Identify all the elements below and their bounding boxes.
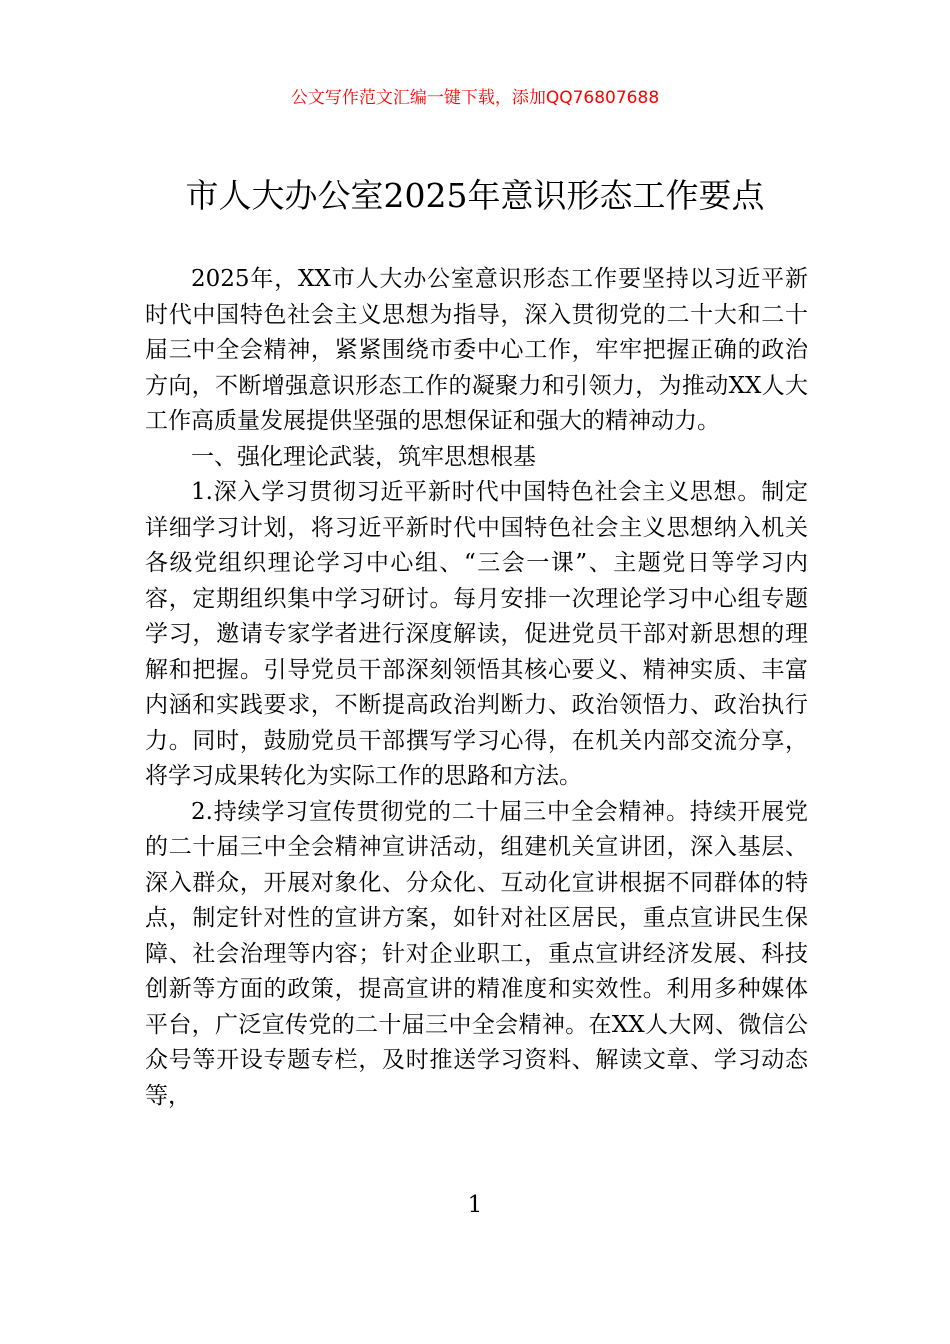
page-number: 1 (467, 1192, 483, 1218)
document-body (145, 262, 808, 1114)
intro-paragraph: 2025年，XX市人大办公室意识形态工作要坚持以习近平新时代中国特色社会主义思想为指导，深入贯彻党的二十大和二十届三中全会精神，紧紧围绕市委中心工作，牢牢把握正确的政治方向，不断增强意识形态工作的凝聚力和引领力，为推动XX人大工作高质量发展提供坚强的思想保证和强大的精神动力。 (145, 266, 808, 434)
body-paragraph: 2.持续学习宣传贯彻党的二十届三中全会精神。持续开展党的二十届三中全会精神宣讲活动，组建机关宣讲团，深入基层、深入群众，开展对象化、分众化、互动化宣讲根据不同群体的特点，制定针对性的宣讲方案，如针对社区居民，重点宣讲民生保障、社会治理等内容；针对企业职工，重点宣讲经济发展、科技创新等方面的政策，提高宣讲的精准度和实效性。利用多种媒体平台，广泛宣传党的二十届三中全会精神。在XX人大网、微信公众号等开设专题专栏，及时推送学习资料、解读文章、学习动态等， (145, 798, 808, 1109)
document-title: 市人大办公室2025年意识形态工作要点 (185, 176, 765, 215)
section-heading: 一、强化理论武装，筑牢思想根基 (191, 443, 536, 470)
download-banner: 公文写作范文汇编一键下载，添加QQ76807688 (290, 88, 660, 108)
body-paragraph: 1.深入学习贯彻习近平新时代中国特色社会主义思想。制定详细学习计划，将习近平新时代中国特色社会主义思想纳入机关各级党组织理论学习中心组、“三会一课”、主题党日等学习内容，定期组织集中学习研讨。每月安排一次理论学习中心组专题学习，邀请专家学者进行深度解读，促进党员干部对新思想的理解和把握。引导党员干部深刻领悟其核心要义、精神实质、丰富内涵和实践要求，不断提高政治判断力、政治领悟力、政治执行力。同时，鼓励党员干部撰写学习心得，在机关内部交流分享，将学习成果转化为实际工作的思路和方法。 (145, 479, 808, 789)
